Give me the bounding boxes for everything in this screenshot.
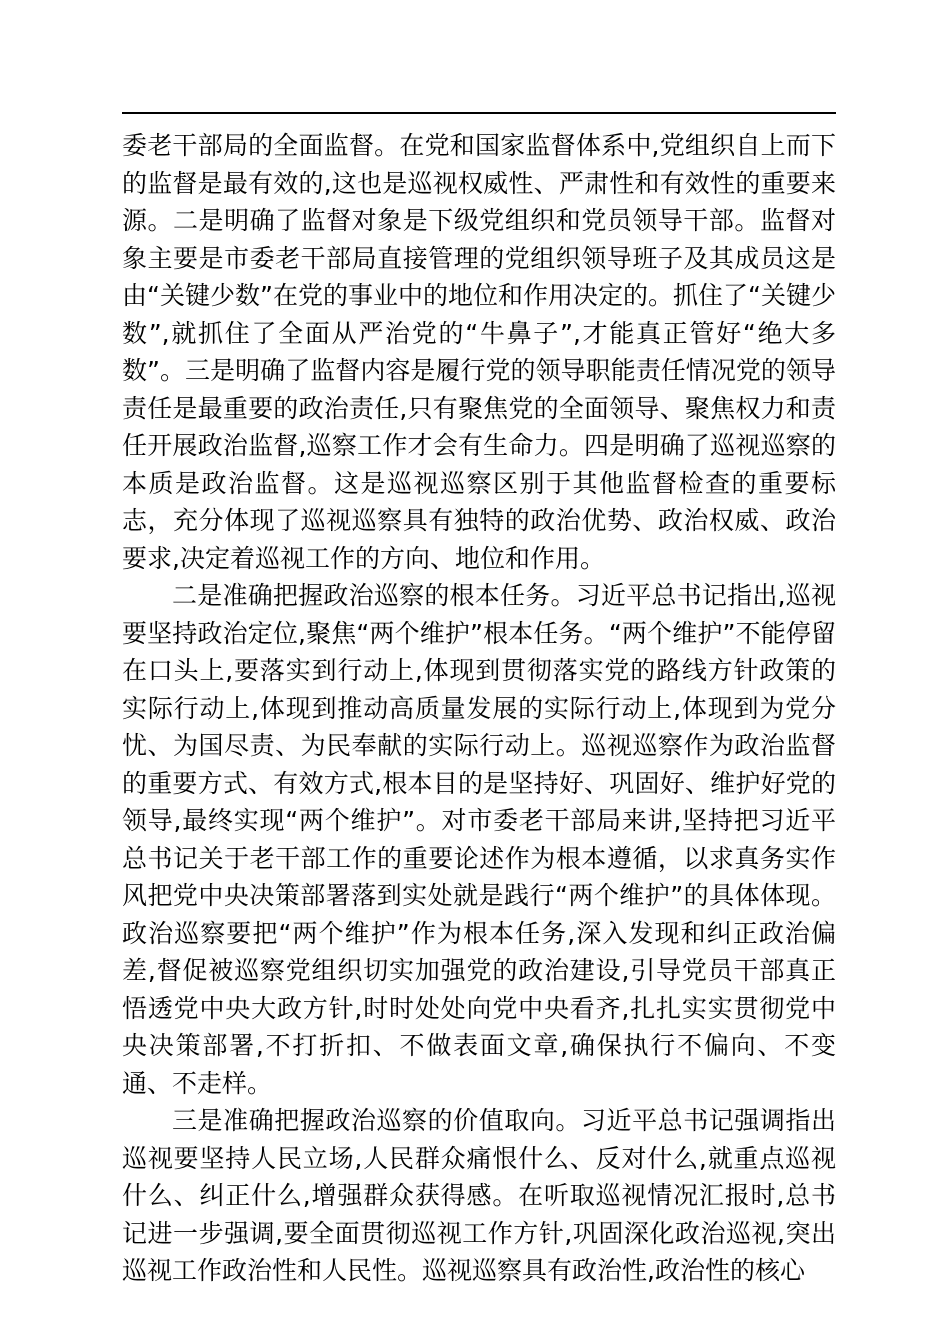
paragraph-continuation: 委老干部局的全面监督。在党和国家监督体系中,党组织自上而下的监督是最有效的,这也是巡视权威性、严肃性和有效性的重要来源。二是明确了监督对象是下级党组织和党员领导干部。监督对象主要是市委老干部局直接管理的党组织领导班子及其成员这是由“关键少数”在党的事业中的地位和作用决定的。抓住了“关键少数”,就抓住了全面从严治党的“牛鼻子”,才能真正管好“绝大多数”。三是明确了监督内容是履行党的领导职能责任情况党的领导责任是最重要的政治责任,只有聚焦党的全面领导、聚焦权力和责任开展政治监督,巡察工作才会有生命力。四是明确了巡视巡察的本质是政治监督。这是巡视巡察区别于其他监督检查的重要标志，充分体现了巡视巡察具有独特的政治优势、政治权威、政治要求,决定着巡视工作的方向、地位和作用。 (122, 131, 836, 573)
header-rule (122, 112, 836, 114)
paragraph-fundamental-task: 二是准确把握政治巡察的根本任务。习近平总书记指出,巡视要坚持政治定位,聚焦“两个维护”根本任务。“两个维护”不能停留在口头上,要落实到行动上,体现到贯彻落实党的路线方针政策的实际行动上,体现到推动高质量发展的实际行动上,体现到为党分忧、为国尽责、为民奉献的实际行动上。巡视巡察作为政治监督的重要方式、有效方式,根本目的是坚持好、巩固好、维护好党的领导,最终实现“两个维护”。对市委老干部局来讲,坚持把习近平总书记关于老干部工作的重要论述作为根本遵循，以求真务实作风把党中央决策部署落到实处就是践行“两个维护”的具体体现。政治巡察要把“两个维护”作为根本任务,深入发现和纠正政治偏差,督促被巡察党组织切实加强党的政治建设,引导党员干部真正悟透党中央大政方针,时时处处向党中央看齐,扎扎实实贯彻党中央决策部署,不打折扣、不做表面文章,确保执行不偏向、不变通、不走样。 (122, 581, 836, 1098)
document-body (122, 127, 836, 1290)
paragraph-value-orientation: 三是准确把握政治巡察的价值取向。习近平总书记强调指出巡视要坚持人民立场,人民群众痛恨什么、反对什么,就重点巡视什么、纠正什么,增强群众获得感。在听取巡视情况汇报时,总书记进一步强调,要全面贯彻巡视工作方针,巩固深化政治巡视,突出巡视工作政治性和人民性。巡视巡察具有政治性,政治性的核心 (122, 1106, 836, 1285)
